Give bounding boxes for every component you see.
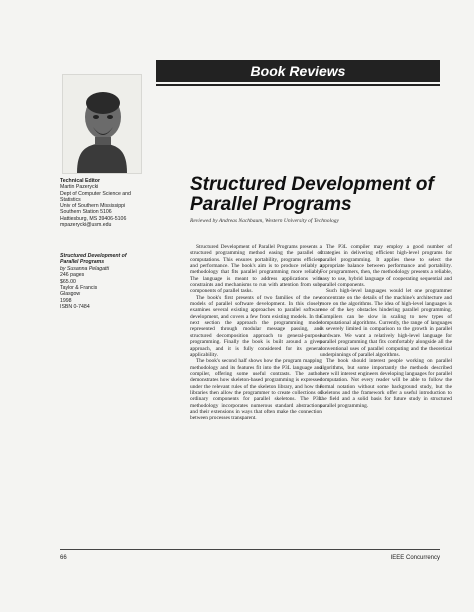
technical-editor-block: [60, 178, 184, 228]
editor-address-line: Dept of Computer Science and: [60, 190, 131, 197]
book-title-line: Parallel Programs: [60, 259, 105, 266]
book-detail: ISBN 0-7484: [60, 304, 90, 311]
book-title-line: Structured Development of: [60, 253, 127, 259]
editor-address-line: Statistics: [60, 196, 81, 203]
footer-rule: [60, 549, 440, 550]
publication-name: IEEE Concurrency: [390, 555, 440, 561]
body-column-right: [320, 244, 452, 409]
banner-rule: [156, 84, 440, 86]
editor-address-line: Hattiesburg, MS 39406-5106: [60, 215, 127, 222]
book-detail: Taylor & Francis: [60, 285, 98, 292]
body-paragraph: The P3L compiler may employ a good number of strategies in delivering efficient high-level programs for parallel programming. It applies these to select the appropriate balance between performance and portability. For programmers, then, the methodology presents a reliable, easy to use, hybrid language of cooperating sequential and parallel components.: [320, 244, 452, 289]
book-detail: $65.00: [60, 278, 76, 285]
article-title: Structured Development of Parallel Programs: [190, 174, 434, 215]
editor-portrait-image: [63, 75, 141, 173]
page-number: 66: [60, 555, 67, 561]
editor-name: Martin Pazerycki: [60, 184, 99, 191]
body-paragraph: Such high-level languages would let one programmer concentrate on the details of the machine's architecture and more on the algorithms. The idea of high-level languages is one of the key obstacles hindering parallel programming. Compilers can be slow in scaling to new types of computational algorithms. Currently, the range of languages is severely limited in comparison to the growth in parallel hardware. We want a relatively high-level language for parallel programming that fits comfortably alongside all the conventional uses of parallel computing and the theoretical underpinnings of parallel algorithms.: [320, 288, 452, 358]
body-paragraph: The book should interest people working on parallel algorithms, but some importantly the methods described here will interest engineers developing languages for parallel computation. Not every reader will be able to follow the formal notation without some background study, but the skeletons and the framework offer a useful introduction to the field and a solid basis for future study in structured parallel programming.: [320, 358, 452, 409]
editor-photo: [62, 74, 142, 174]
body-column-left: [190, 244, 322, 422]
book-author: by Susanna Pelagatti: [60, 265, 110, 272]
editor-heading: Technical Editor: [60, 178, 100, 184]
book-detail: 246 pages: [60, 272, 85, 279]
section-banner: Book Reviews: [156, 60, 440, 82]
body-paragraph: The book's first presents of two families of the new models of parallel software development. In this closely examines several existing approaches to parallel software development, and covers a few from existing models. In the next section the approach the programming model represented through modular message passing, and structured decomposition approach to general-purpose programming. Finally the book is built around a given approach, and it is fully considered for its general applicability.: [190, 294, 322, 358]
book-detail: Glasgow: [60, 291, 81, 298]
book-info-sidebar: [60, 253, 182, 311]
editor-address-line: Univ of Southern Mississippi: [60, 203, 126, 210]
body-paragraph: The book's second half shows how the program mapping methodology and its features fit into the P3L language and compiler, offering some useful contrasts. The author demonstrates how skeleton-based programming is expressed under the relevant rules of the skeleton library, and how the libraries then allow the programmer to create collections of ordinary components for parallel skeletons. The P3L methodology incorporates numerous standard abstractions and their extensions in ways that often make the connection between processes transparent.: [190, 358, 322, 422]
body-paragraph: Structured Development of Parallel Programs presents a structured programming method easing the parallel of computations. This ensures portability, programs efficient and performance. The book's aim is to produce reliably a methodology that fits parallel programming more reliably. The language is meant to address applications with constraints and mechanisms to run with attention from sub-components of parallel tasks.: [190, 244, 322, 295]
editor-email: mpazerycki@usm.edu: [60, 222, 112, 229]
editor-address-line: Southern Station 5106: [60, 209, 112, 216]
reviewer-byline: Reviewed by Andreas Nachbaum, Western University of Technology: [190, 218, 339, 224]
book-detail: 1998: [60, 297, 72, 304]
